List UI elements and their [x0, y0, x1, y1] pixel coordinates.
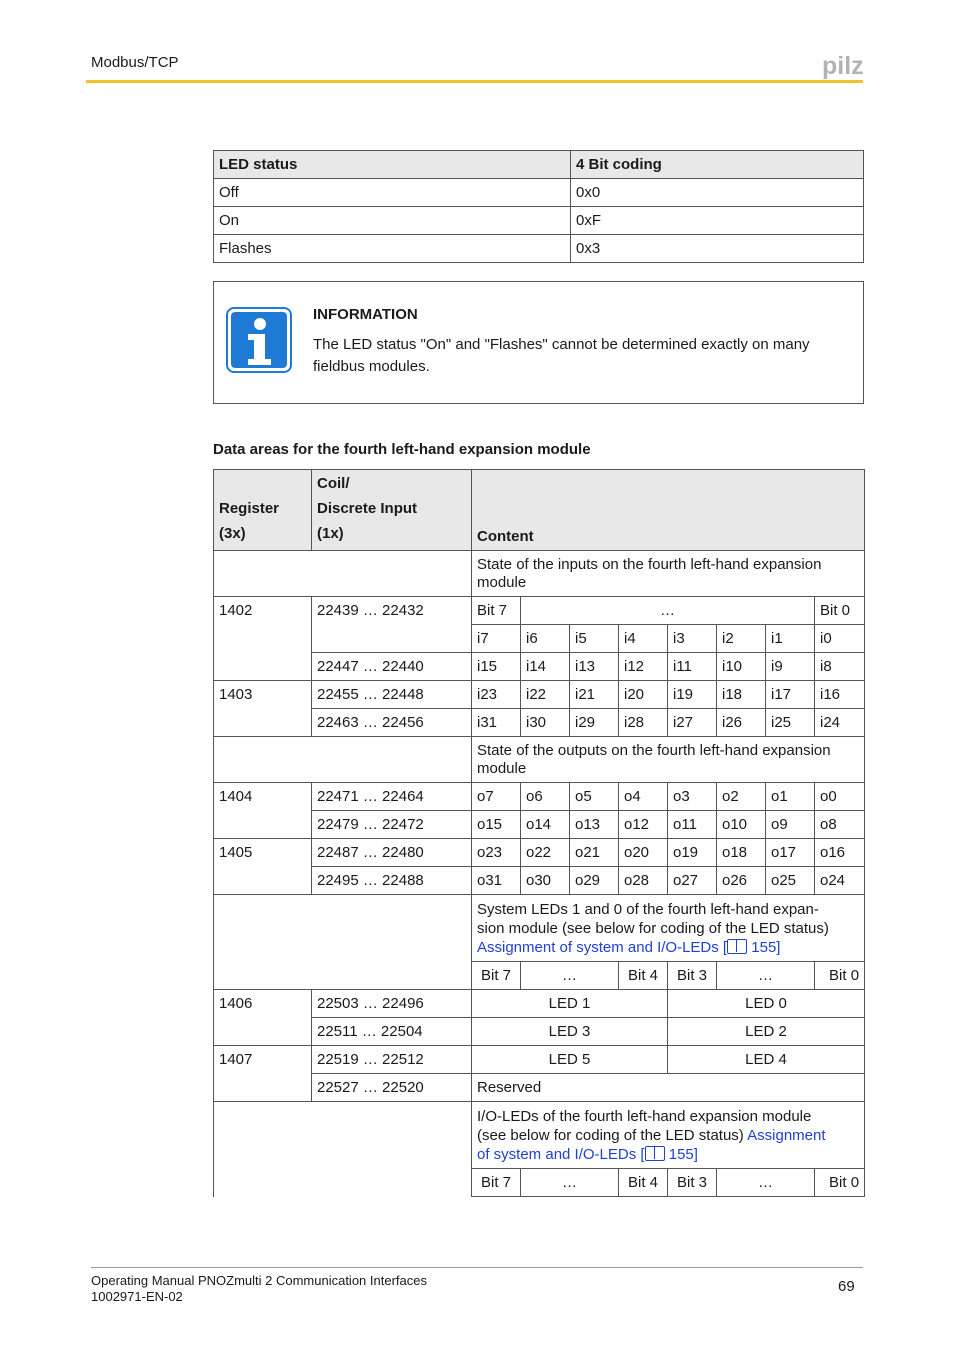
information-box	[213, 281, 864, 404]
table-row: i7 i6 i5 i4 i3 i2 i1 i0	[214, 625, 865, 653]
running-header-title: Modbus/TCP	[91, 54, 179, 71]
table-row: 1405 22487 … 22480 o23 o22 o21 o20 o19 o18 o17 o16	[214, 839, 865, 867]
coil-range: 22511 … 22504	[312, 1018, 472, 1046]
coil-range: 22479 … 22472	[312, 811, 472, 839]
coil-header: Coil/ Discrete Input (1x)	[312, 470, 472, 551]
page-number: 69	[838, 1278, 855, 1295]
led-status-table	[213, 150, 864, 263]
footer-rule	[91, 1267, 863, 1268]
table-header-row	[214, 470, 865, 551]
coil-range: 22495 … 22488	[312, 867, 472, 895]
register-1405: 1405	[214, 839, 312, 895]
table-row: Bit 7 … Bit 4 Bit 3 … Bit 0	[214, 962, 865, 990]
table-row: 1406 22503 … 22496 LED 1 LED 0	[214, 990, 865, 1018]
bit-coding-header: 4 Bit coding	[571, 151, 864, 179]
table-row: 22463 … 22456 i31 i30 i29 i28 i27 i26 i25 i24	[214, 709, 865, 737]
table-row	[214, 1074, 865, 1102]
register-1404: 1404	[214, 783, 312, 839]
register-1406: 1406	[214, 990, 312, 1046]
info-text: The LED status "On" and "Flashes" cannot be determined exactly on many fieldbus modules.	[313, 336, 810, 375]
coil-range: 22503 … 22496	[312, 990, 472, 1018]
assignment-link[interactable]: Assignment of system and I/O-LEDs [ 155]	[477, 1127, 826, 1163]
document-number: 1002971-EN-02	[91, 1289, 183, 1304]
assignment-link[interactable]: Assignment of system and I/O-LEDs [ 155]	[477, 939, 781, 956]
section-title: Data areas for the fourth left-hand expansion module	[213, 441, 591, 458]
book-icon	[645, 1146, 665, 1161]
bit-coding-cell: 0x3	[571, 235, 864, 263]
led-status-header: LED status	[214, 151, 571, 179]
table-row	[214, 207, 864, 235]
content-header: Content	[472, 470, 865, 551]
led-status-cell: Flashes	[214, 235, 571, 263]
table-row	[214, 1102, 865, 1169]
bit-coding-cell: 0xF	[571, 207, 864, 235]
table-row: Bit 7 … Bit 4 Bit 3 … Bit 0	[214, 1169, 865, 1197]
info-title: INFORMATION	[313, 306, 418, 323]
table-row: 1403 22455 … 22448 i23 i22 i21 i20 i19 i18 i17 i16	[214, 681, 865, 709]
table-row: 22447 … 22440 i15 i14 i13 i12 i11 i10 i9 i8	[214, 653, 865, 681]
table-row: 22495 … 22488 o31 o30 o29 o28 o27 o26 o25 o24	[214, 867, 865, 895]
reserved-cell: Reserved	[472, 1074, 865, 1102]
inputs-description: State of the inputs on the fourth left-hand expansion module	[472, 551, 865, 597]
register-1407: 1407	[214, 1046, 312, 1102]
table-row: 22479 … 22472 o15 o14 o13 o12 o11 o10 o9 o8	[214, 811, 865, 839]
table-row	[214, 737, 865, 783]
register-header: Register (3x)	[214, 470, 312, 551]
data-areas-table	[213, 469, 865, 1197]
coil-range: 22463 … 22456	[312, 709, 472, 737]
table-row: 22511 … 22504 LED 3 LED 2	[214, 1018, 865, 1046]
table-row: 1407 22519 … 22512 LED 5 LED 4	[214, 1046, 865, 1074]
led-status-cell: On	[214, 207, 571, 235]
bit-coding-cell: 0x0	[571, 179, 864, 207]
coil-range: 22471 … 22464	[312, 783, 472, 811]
coil-range: 22455 … 22448	[312, 681, 472, 709]
register-1402: 1402	[214, 597, 312, 681]
manual-title: Operating Manual PNOZmulti 2 Communication Interfaces	[91, 1273, 427, 1288]
outputs-description: State of the outputs on the fourth left-hand expansion module	[472, 737, 865, 783]
coil-range: 22487 … 22480	[312, 839, 472, 867]
info-icon	[226, 307, 292, 373]
table-row	[214, 235, 864, 263]
table-row	[214, 179, 864, 207]
table-row	[214, 551, 865, 597]
pilz-logo: pilz	[822, 52, 864, 80]
register-1403: 1403	[214, 681, 312, 737]
header-rule	[86, 80, 863, 83]
table-row: 1402 22439 … 22432 Bit 7 … Bit 0	[214, 597, 865, 625]
coil-range: 22527 … 22520	[312, 1074, 472, 1102]
system-leds-description: System LEDs 1 and 0 of the fourth left-hand expan- sion module (see below for coding of the LED status) Assignment of system and I/O-LEDs [ 155]	[472, 895, 865, 962]
footer-text	[91, 1273, 427, 1305]
coil-range: 22439 … 22432	[312, 597, 472, 625]
led-status-cell: Off	[214, 179, 571, 207]
coil-range: 22447 … 22440	[312, 653, 472, 681]
io-leds-description: I/O-LEDs of the fourth left-hand expansion module (see below for coding of the LED status) Assignment of system and I/O-LEDs [ 155]	[472, 1102, 865, 1169]
coil-range: 22519 … 22512	[312, 1046, 472, 1074]
book-icon	[727, 939, 747, 954]
table-row: 1404 22471 … 22464 o7 o6 o5 o4 o3 o2 o1 o0	[214, 783, 865, 811]
table-row	[214, 895, 865, 962]
